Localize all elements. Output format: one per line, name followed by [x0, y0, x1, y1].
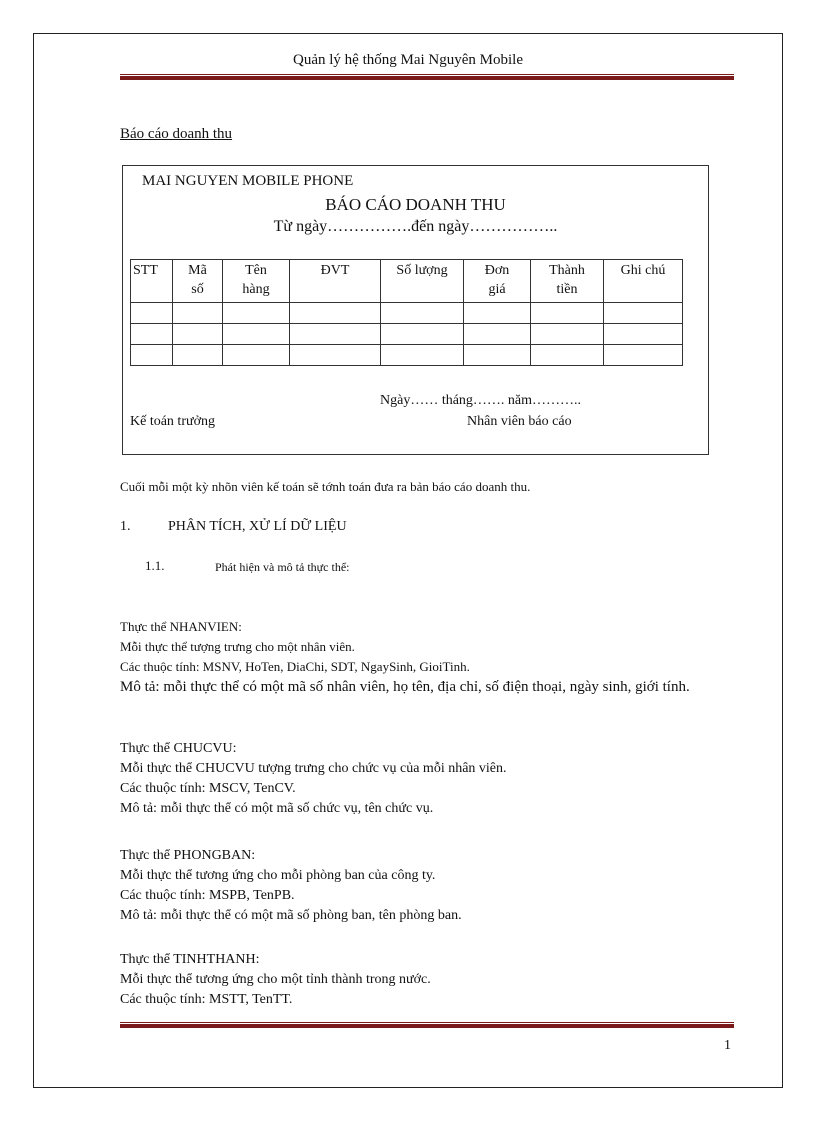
footer-rule [120, 1022, 734, 1028]
entity-line: Mỗi thực thể CHUCVU tượng trưng cho chức vụ của mỗi nhân viên. [120, 761, 507, 776]
entity-chucvu [120, 739, 734, 819]
entity-description: Mô tả: mỗi thực thể có một mã số phòng ban, tên phòng ban. [120, 908, 462, 923]
entity-name: Thực thể CHUCVU: [120, 741, 237, 756]
entity-attributes: Các thuộc tính: MSTT, TenTT. [120, 992, 293, 1007]
entity-line: Mỗi thực thể tương ứng cho mỗi phòng ban của công ty. [120, 868, 436, 883]
entity-line: Mỗi thực thể tượng trưng cho một nhân viên. [120, 639, 355, 654]
report-title: BÁO CÁO DOANH THU [325, 195, 506, 214]
table-row [131, 303, 683, 324]
report-note: Cuối mỗi một kỳ nhõn viên kế toán sẽ tớnh toán đưa ra bản báo cáo doanh thu. [120, 479, 531, 494]
column-header: STT [131, 260, 173, 303]
signer-chief-accountant: Kế toán trưởng [130, 414, 215, 429]
column-header: Đơn giá [464, 260, 531, 303]
column-header: Số lượng [381, 260, 464, 303]
signer-reporter: Nhân viên báo cáo [467, 414, 572, 429]
table-row [131, 345, 683, 366]
report-company: MAI NGUYEN MOBILE PHONE [142, 173, 354, 189]
column-header: ĐVT [290, 260, 381, 303]
page-header-title: Quản lý hệ thống Mai Nguyên Mobile [293, 52, 523, 68]
entity-attributes: Các thuộc tính: MSNV, HoTen, DiaChi, SDT, NgaySinh, GioiTinh. [120, 659, 470, 674]
entity-attributes: Các thuộc tính: MSCV, TenCV. [120, 781, 296, 796]
report-table [130, 259, 683, 366]
heading1-text: PHÂN TÍCH, XỬ LÍ DỮ LIỆU [168, 519, 347, 534]
report-date-line: Ngày…… tháng……. năm……….. [380, 393, 582, 408]
page-number: 1 [724, 1038, 731, 1053]
table-header-row [131, 260, 683, 303]
entity-phongban [120, 846, 734, 926]
entity-nhanvien [120, 617, 734, 698]
entity-name: Thực thể PHONGBAN: [120, 848, 256, 863]
entity-description: Mô tả: mỗi thực thể có một mã số chức vụ, tên chức vụ. [120, 801, 434, 816]
report-date-range: Từ ngày…………….đến ngày…………….. [273, 218, 558, 235]
column-header: Ghi chú [604, 260, 683, 303]
column-header: Tên hàng [223, 260, 290, 303]
heading2-text: Phát hiện và mô tả thực thể: [215, 560, 350, 574]
column-header: Thành tiền [531, 260, 604, 303]
column-header: Mã số [173, 260, 223, 303]
entity-description: Mô tả: mỗi thực thể có một mã số nhân viên, họ tên, địa chỉ, số điện thoại, ngày sinh, giới tính. [120, 679, 690, 695]
heading2-number: 1.1. [145, 558, 165, 573]
entity-attributes: Các thuộc tính: MSPB, TenPB. [120, 888, 295, 903]
section-label: Báo cáo doanh thu [120, 126, 233, 142]
heading1-number: 1. [120, 519, 131, 534]
entity-tinhthanh [120, 950, 734, 1010]
entity-name: Thực thể TINHTHANH: [120, 952, 260, 967]
entity-line: Mỗi thực thể tương ứng cho một tỉnh thành trong nước. [120, 972, 431, 987]
header-rule [120, 74, 734, 80]
table-row [131, 324, 683, 345]
entity-name: Thực thể NHANVIEN: [120, 619, 242, 634]
